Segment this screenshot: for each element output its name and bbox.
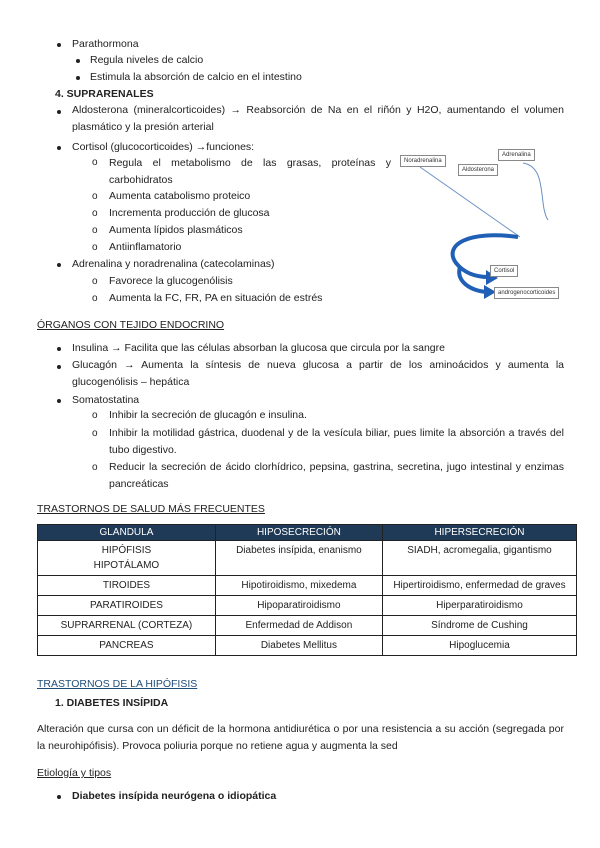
somatostatina-title: Somatostatina (72, 394, 140, 406)
organs-heading: ÓRGANOS CON TEJIDO ENDOCRINO (37, 319, 225, 331)
table-row (38, 616, 577, 636)
insulina-text: Insulina → Facilita que las células absorban la glucosa que circula por la sangre (72, 342, 445, 354)
bullet-icon (57, 347, 61, 351)
disorders-table (37, 524, 577, 656)
somatostatina-item-2: Inhibir la motilidad gástrica, duodenal y de la vesícula biliar, pues limite la absorción a través del tubo digestivo. (109, 427, 564, 456)
bullet-o-icon: o (92, 191, 98, 202)
table-cell: SIADH, acromegalia, gigantismo (382, 541, 576, 576)
table-cell: SUPRARRENAL (CORTEZA) (38, 616, 216, 636)
table-header-row (38, 525, 577, 541)
bullet-o-icon: o (92, 276, 98, 287)
bullet-icon (76, 76, 80, 80)
adrenal-diagram (398, 145, 570, 303)
cortisol-item-3: Incrementa producción de glucosa (109, 207, 270, 219)
table-header-cell: GLANDULA (38, 525, 216, 541)
suprarenales-heading: 4. SUPRARENALES (55, 88, 154, 100)
parathormona-item-1: Regula niveles de calcio (90, 54, 204, 66)
adrenalina-item-1: Favorece la glucogenólisis (109, 275, 233, 287)
parathormona-title: Parathormona (72, 38, 139, 50)
bullet-icon (57, 399, 61, 403)
cortisol-item-5: Antiinflamatorio (109, 241, 182, 253)
bullet-o-icon: o (92, 225, 98, 236)
cortisol-item-1: Regula el metabolismo de las grasas, proteínas y carbohidratos (109, 157, 391, 186)
parathormona-item-2: Estimula la absorción de calcio en el intestino (90, 71, 302, 83)
diagram-label-aldosterona: Aldosterona (458, 164, 498, 176)
glucagon-text: Glucagón → Aumenta la síntesis de nueva glucosa a partir de los aminoácidos y aumenta la glucogenólisis – hepática (72, 359, 564, 388)
etiologia-item: Diabetes insípida neurógena o idiopática (72, 790, 277, 802)
cortisol-item-2: Aumenta catabolismo proteico (109, 190, 251, 202)
adrenalina-item-2: Aumenta la FC, FR, PA en situación de estrés (109, 292, 323, 304)
disorders-heading: TRASTORNOS DE SALUD MÁS FRECUENTES (37, 503, 265, 515)
table-cell: Diabetes insípida, enanismo (215, 541, 382, 576)
bullet-o-icon: o (92, 242, 98, 253)
diagram-label-androgenocorticoides: androgenocorticoides (494, 287, 559, 299)
diagram-label-adrenalina: Adrenalina (498, 149, 535, 161)
table-cell: PANCREAS (38, 636, 216, 656)
table-row (38, 596, 577, 616)
adrenalina-title: Adrenalina y noradrenalina (catecolaminas) (72, 258, 275, 270)
table-cell-text: HIPÓFISIS HIPOTÁLAMO (93, 545, 160, 571)
table-cell: Enfermedad de Addison (215, 616, 382, 636)
bullet-icon (57, 43, 61, 47)
bullet-o-icon: o (92, 462, 98, 473)
aldosterona-text: Aldosterona (mineralcorticoides) → Reabsorción de Na en el riñón y H2O, aumentando el volumen plasmático y la presión arterial (72, 104, 564, 133)
cortisol-item-4: Aumenta lípidos plasmáticos (109, 224, 243, 236)
bullet-icon (57, 263, 61, 267)
diagram-line-noradrenalina (420, 167, 520, 237)
bullet-o-icon: o (92, 428, 98, 439)
diabetes-insipida-heading: 1. DIABETES INSÍPIDA (55, 697, 169, 709)
bullet-o-icon: o (92, 157, 98, 168)
table-cell: Hipoglucemia (382, 636, 576, 656)
table-cell: TIROIDES (38, 576, 216, 596)
bullet-o-icon: o (92, 208, 98, 219)
table-row (38, 541, 577, 576)
bullet-o-icon: o (92, 293, 98, 304)
table-cell: Hipoparatiroidismo (215, 596, 382, 616)
bullet-icon (57, 365, 61, 369)
table-row (38, 576, 577, 596)
hipofisis-heading: TRASTORNOS DE LA HIPÓFISIS (37, 678, 198, 690)
diagram-label-cortisol: Cortisol (490, 265, 518, 277)
diabetes-insipida-paragraph: Alteración que cursa con un déficit de la hormona antidiurética o por una resistencia a su acción (segregada por la neurohipófisis). Provoca poliuria porque no retiene agua y augmenta la sed (37, 723, 564, 752)
table-cell: Diabetes Mellitus (215, 636, 382, 656)
table-cell: Hipertiroidismo, enfermedad de graves (382, 576, 576, 596)
bullet-icon (57, 146, 61, 150)
bullet-icon (57, 110, 61, 114)
table-cell: Síndrome de Cushing (382, 616, 576, 636)
etiologia-heading: Etiología y tipos (37, 767, 112, 779)
diagram-label-noradrenalina: Noradrenalina (400, 155, 446, 167)
table-cell: Hiperparatiroidismo (382, 596, 576, 616)
table-cell: PARATIROIDES (38, 596, 216, 616)
table-cell: Hipotiroidismo, mixedema (215, 576, 382, 596)
diagram-line-adrenalina (523, 163, 548, 220)
table-row (38, 636, 577, 656)
cortisol-title: Cortisol (glucocorticoides) →funciones: (72, 141, 255, 153)
table-header-cell: HIPERSECRECIÓN (382, 525, 576, 541)
somatostatina-item-3: Reducir la secreción de ácido clorhídrico, pepsina, gastrina, secretina, jugo intestinal y enzimas pancreáticas (109, 461, 564, 490)
bullet-o-icon: o (92, 410, 98, 421)
bullet-icon (76, 59, 80, 63)
table-cell (38, 541, 216, 576)
somatostatina-item-1: Inhibir la secreción de glucagón e insulina. (109, 409, 307, 421)
bullet-icon (57, 795, 61, 799)
table-header-cell: HIPOSECRECIÓN (215, 525, 382, 541)
